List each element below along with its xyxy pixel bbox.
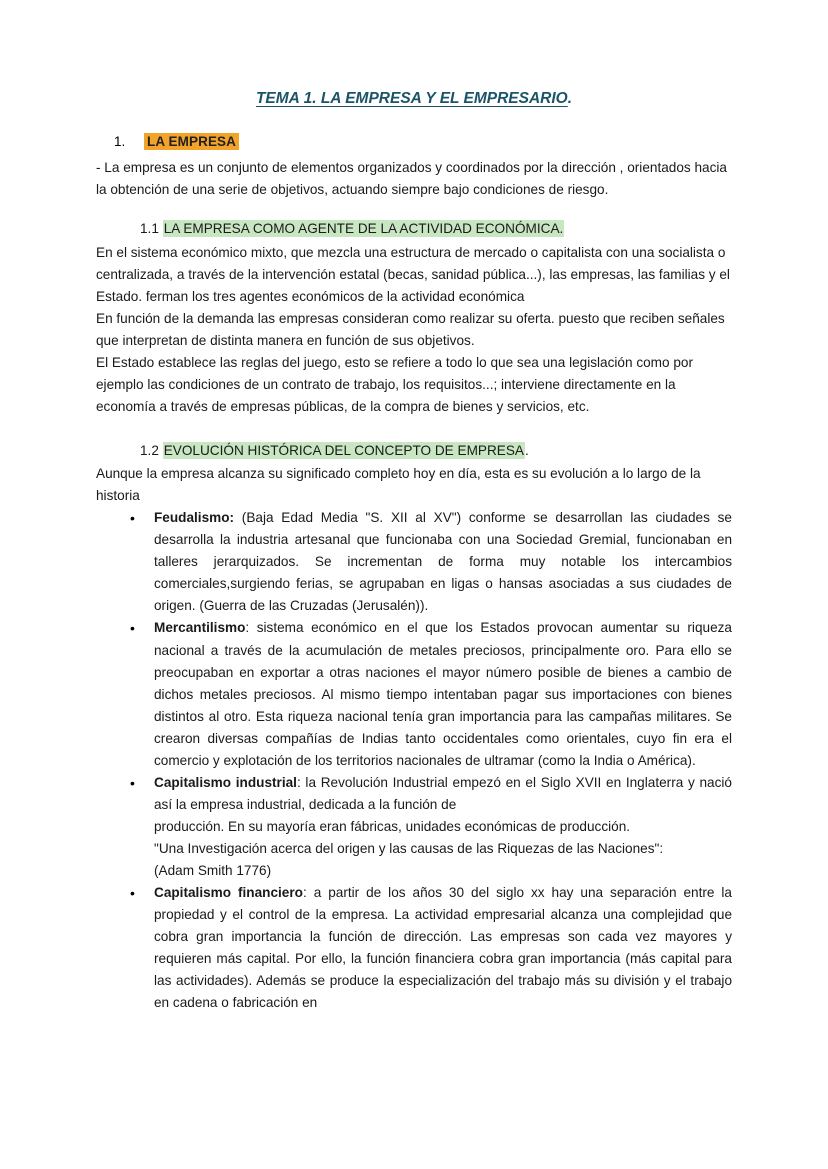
list-item xyxy=(96,772,732,882)
bullet-text-feudalismo: (Baja Edad Media "S. XII al XV") conforme se desarrollan las ciudades se desarrolla la industria artesanal que funcionaba con una Sociedad Gremial, funcionaban en talleres jerarquizados. Se incrementan de forma muy notable los intercambios comerciales,surgiendo ferias, se agrupaban en ligas o hansas asociadas a sus ciudades de origen. (Guerra de las Cruzadas (Jerusalén)). xyxy=(154,510,732,614)
section-1-2-number: 1.2 xyxy=(140,442,159,458)
section-1-number: 1. xyxy=(114,134,126,150)
bullet-extra-line-investigacion: "Una Investigación acerca del origen y las causas de las Riquezas de las Naciones": xyxy=(154,840,664,856)
bullet-extra-line-adam-smith: (Adam Smith 1776) xyxy=(154,862,272,878)
bullet-text-mercantilismo: : sistema económico en el que los Estados provocan aumentar su riqueza nacional a través de la acumulación de metales preciosos, principalmente oro. Para ello se preocupaban en exportar a otras naciones el mayor número posible de bienes a cambio de dichos metales preciosos. Al mismo tiempo intentaban pagar sus importaciones con bienes distintos al otro. Esta riqueza nacional tenía gran importancia para las campañas militares. Se crearon diversas compañías de Indias tanto occidentales como orientales, cuyo fin era el comercio y explotación de los territorios nacionales de ultramar (como la India o América). xyxy=(154,620,732,768)
list-item xyxy=(96,617,732,771)
section-1-2-heading xyxy=(96,440,732,462)
section-1-1-title-highlight: LA EMPRESA COMO AGENTE DE LA ACTIVIDAD ECONÓMICA. xyxy=(163,220,564,236)
section-1-1-heading xyxy=(96,218,732,240)
section-1-1-paragraph-3: El Estado establece las reglas del juego, esto se refiere a todo lo que sea una legislación como por ejemplo las condiciones de un contrato de trabajo, los requisitos...; interviene directamente en la economía a través de empresas públicas, de la compra de bienes y servicios, etc. xyxy=(96,354,693,414)
section-1-title-highlight: LA EMPRESA xyxy=(144,133,239,150)
bullet-text-capitalismo-industrial: : la Revolución Industrial empezó en el Siglo XVII en Inglaterra y nació así la empresa industrial, dedicada a la función de xyxy=(154,774,732,812)
bullet-label-feudalismo: Feudalismo: xyxy=(154,510,235,526)
spacer xyxy=(96,418,732,440)
section-1-1-paragraph-1: En el sistema económico mixto, que mezcla una estructura de mercado o capitalista con una socialista o centralizada, a través de la intervención estatal (becas, sanidad pública...), las empresas, las familias y el Estado. ferman los tres agentes económicos de la actividad económica xyxy=(96,244,730,304)
section-1-paragraph: - La empresa es un conjunto de elementos organizados y coordinados por la dirección , orientados hacia la obtención de una serie de objetivos, actuando siempre bajo condiciones de riesgo. xyxy=(96,159,727,197)
section-1-1-number: 1.1 xyxy=(140,220,159,236)
bullet-label-capitalismo-financiero: Capitalismo financiero xyxy=(154,884,303,900)
section-1-2-intro: Aunque la empresa alcanza su significado completo hoy en día, esta es su evolución a lo largo de la historia xyxy=(96,466,701,504)
section-1-2-trailing-dot: . xyxy=(525,442,529,458)
section-1-1-paragraph-2: En función de la demanda las empresas consideran como realizar su oferta. puesto que reciben señales que interpretan de distinta manera en función de sus objetivos. xyxy=(96,310,725,348)
page-title-text: TEMA 1. LA EMPRESA Y EL EMPRESARIO xyxy=(255,90,568,107)
bullet-label-mercantilismo: Mercantilismo xyxy=(154,620,246,636)
bullet-text-capitalismo-financiero: : a partir de los años 30 del siglo xx hay una separación entre la propiedad y el control de la empresa. La actividad empresarial alcanza una complejidad que cobra gran importancia la función de dirección. Las empresas son cada vez mayores y requieren más capital. Por ello, la función financiera cobra gran importancia (más capital para las actividades). Además se produce la especialización del trabajo más su división y el trabajo en cadena o fabricación en xyxy=(154,884,732,1010)
page-title-trailing-dot: . xyxy=(567,90,573,107)
spacer xyxy=(96,201,732,218)
section-1-2-title-highlight: EVOLUCIÓN HISTÓRICA DEL CONCEPTO DE EMPRESA xyxy=(163,442,524,458)
history-bullet-list xyxy=(96,507,732,1013)
list-item xyxy=(96,882,732,1014)
page-title xyxy=(96,88,732,110)
list-item xyxy=(96,507,732,617)
bullet-label-capitalismo-industrial: Capitalismo industrial xyxy=(154,774,297,790)
bullet-extra-line-produccion: producción. En su mayoría eran fábricas, unidades económicas de producción. xyxy=(154,818,631,834)
document-content xyxy=(96,88,732,1014)
section-1-heading xyxy=(96,132,732,152)
